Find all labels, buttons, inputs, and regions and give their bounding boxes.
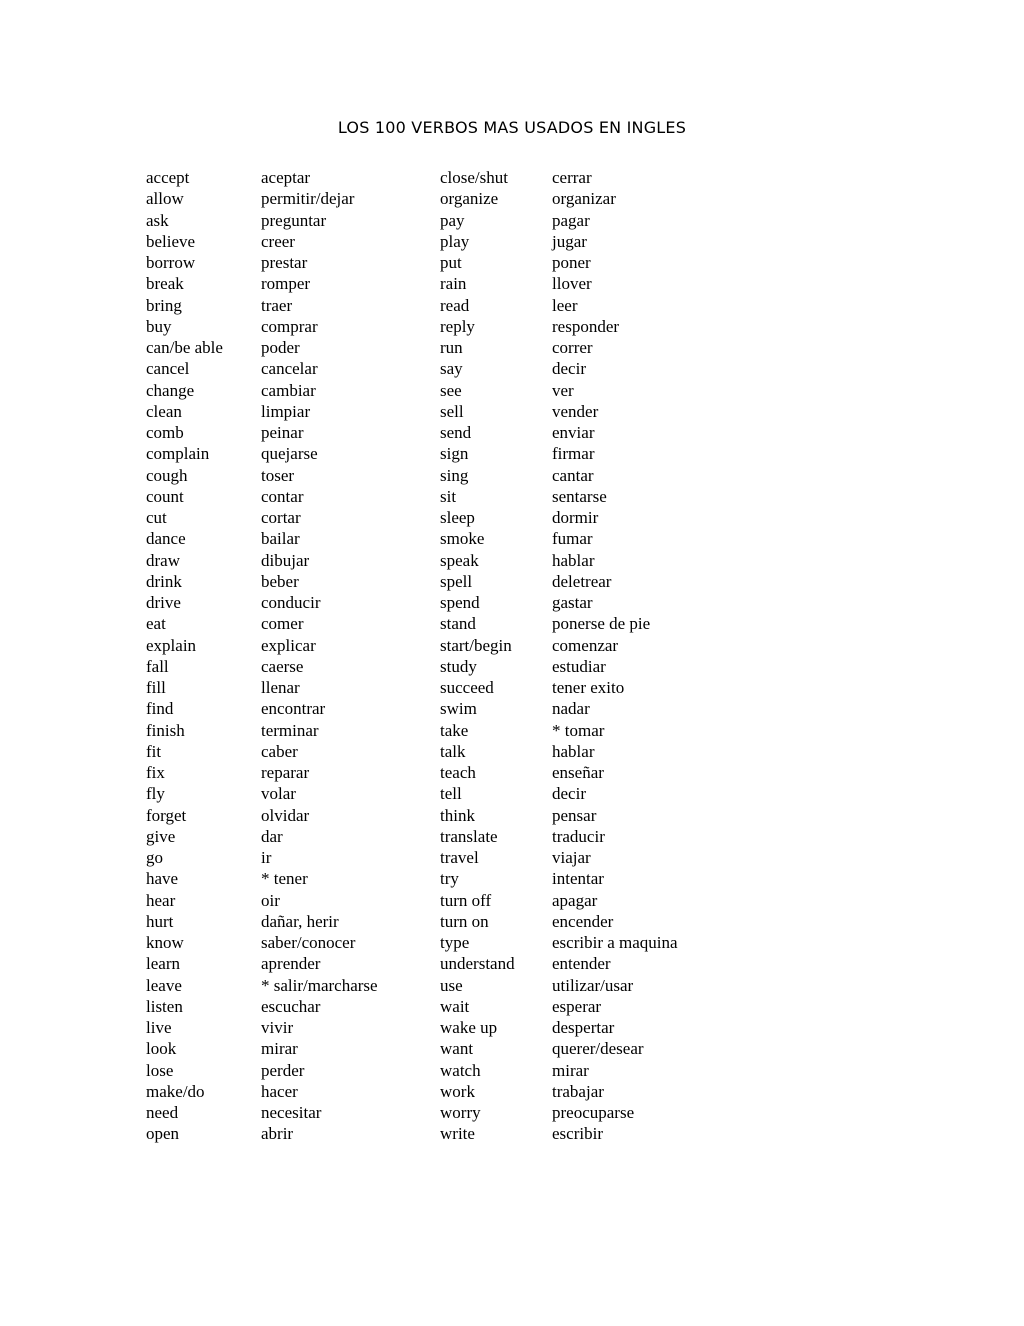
english-verb-cell: finish [146,720,185,740]
spanish-translation-cell: preocuparse [552,1103,635,1122]
spanish-translation-cell: aprender [261,954,321,974]
spanish-translation-cell: tener exito [552,678,625,697]
english-verb-cell: wake up [440,1018,498,1037]
english-verb-cell: watch [440,1060,481,1080]
table-row [146,592,732,613]
spanish-translation-cell: dibujar [261,550,310,570]
spanish-translation-cell: deletrear [552,571,612,591]
spanish-translation-cell: contar [261,486,304,506]
spanish-translation-cell: terminar [261,720,319,740]
table-row [146,677,732,698]
english-verb-cell: sleep [440,508,475,527]
english-verb-cell: put [440,253,462,272]
english-verb-cell: hurt [146,911,174,931]
spanish-translation-cell: cantar [552,465,594,485]
english-verb-cell: smoke [440,529,485,549]
table-row [146,465,732,486]
english-verb-cell: buy [146,316,172,336]
table-row [146,252,732,273]
table-row [146,210,732,231]
spanish-translation-cell: reparar [261,763,310,782]
english-verb-cell: drink [146,571,182,591]
english-verb-cell: sign [440,444,469,464]
english-verb-cell: send [440,423,472,442]
spanish-translation-cell: traducir [552,826,605,846]
spanish-translation-cell: escuchar [261,996,321,1016]
table-row [146,826,732,847]
spanish-translation-cell: enseñar [552,763,604,782]
english-verb-cell: type [440,933,470,952]
english-verb-cell: try [440,869,459,889]
english-verb-cell: study [440,656,477,676]
spanish-translation-cell: pensar [552,805,597,825]
english-verb-cell: eat [146,614,166,634]
table-row [146,507,732,528]
spanish-translation-cell: comenzar [552,635,619,655]
spanish-translation-cell: ir [261,848,272,867]
english-verb-cell: live [146,1018,172,1037]
table-row [146,847,732,868]
english-verb-cell: see [440,380,462,400]
spanish-translation-cell: peinar [261,423,304,442]
english-verb-cell: use [440,975,463,995]
spanish-translation-cell: estudiar [552,656,606,676]
spanish-translation-cell: preguntar [261,210,327,230]
table-row [146,635,732,656]
english-verb-cell: fill [146,678,166,697]
table-row [146,762,732,783]
table-row [146,380,732,401]
spanish-translation-cell: poder [261,338,300,357]
spanish-translation-cell: abrir [261,1124,294,1144]
spanish-translation-cell: cancelar [261,359,318,379]
spanish-translation-cell: firmar [552,444,595,464]
spanish-translation-cell: creer [261,231,295,251]
spanish-translation-cell: dañar, herir [261,911,339,931]
table-row [146,316,732,337]
table-row [146,1123,732,1144]
spanish-translation-cell: despertar [552,1018,615,1037]
english-verb-cell: clean [146,401,182,421]
english-verb-cell: worry [440,1103,481,1122]
spanish-translation-cell: comer [261,614,304,634]
spanish-translation-cell: limpiar [261,401,311,421]
spanish-translation-cell: ver [552,380,574,400]
table-row [146,805,732,826]
spanish-translation-cell: permitir/dejar [261,189,355,209]
spanish-translation-cell: dormir [552,508,599,527]
english-verb-cell: cancel [146,359,190,379]
table-row [146,1038,732,1059]
spanish-translation-cell: entender [552,954,611,974]
english-verb-cell: draw [146,550,180,570]
english-verb-cell: think [440,805,475,825]
table-row [146,550,732,571]
table-row [146,1017,732,1038]
table-row [146,911,732,932]
english-verb-cell: organize [440,189,499,209]
english-verb-cell: reply [440,316,475,336]
english-verb-cell: close/shut [440,168,508,187]
verb-table-body [146,167,732,1145]
spanish-translation-cell: oir [261,890,280,910]
spanish-translation-cell: decir [552,359,586,379]
english-verb-cell: take [440,720,469,740]
table-row [146,188,732,209]
table-row [146,868,732,889]
spanish-translation-cell: llover [552,274,592,294]
table-row [146,401,732,422]
english-verb-cell: want [440,1039,474,1059]
english-verb-cell: talk [440,741,466,761]
english-verb-cell: fall [146,656,169,676]
spanish-translation-cell: decir [552,784,586,804]
table-row [146,953,732,974]
table-row [146,231,732,252]
english-verb-cell: swim [440,699,477,719]
spanish-translation-cell: poner [552,253,591,272]
table-row [146,613,732,634]
english-verb-cell: cough [146,465,188,485]
spanish-translation-cell: jugar [552,231,587,251]
english-verb-cell: spend [440,593,480,612]
table-row [146,443,732,464]
table-row [146,975,732,996]
english-verb-cell: turn off [440,890,492,910]
spanish-translation-cell: * salir/marcharse [261,975,378,995]
spanish-translation-cell: cerrar [552,168,592,187]
spanish-translation-cell: comprar [261,316,318,336]
english-verb-cell: accept [146,168,190,187]
table-row [146,337,732,358]
spanish-translation-cell: necesitar [261,1103,322,1122]
spanish-translation-cell: esperar [552,996,602,1016]
spanish-translation-cell: dar [261,826,283,846]
spanish-translation-cell: volar [261,784,296,804]
table-row [146,1060,732,1081]
spanish-translation-cell: aceptar [261,168,311,187]
spanish-translation-cell: gastar [552,593,593,612]
table-row [146,1102,732,1123]
table-row [146,486,732,507]
english-verb-cell: listen [146,996,183,1016]
english-verb-cell: stand [440,614,476,634]
spanish-translation-cell: apagar [552,890,598,910]
spanish-translation-cell: perder [261,1060,305,1080]
english-verb-cell: read [440,295,470,315]
table-row [146,295,732,316]
table-row [146,996,732,1017]
spanish-translation-cell: toser [261,465,295,485]
english-verb-cell: explain [146,635,197,655]
spanish-translation-cell: enviar [552,423,595,442]
spanish-translation-cell: * tomar [552,720,605,740]
english-verb-cell: count [146,486,184,506]
english-verb-cell: pay [440,210,465,230]
spanish-translation-cell: cambiar [261,380,316,400]
spanish-translation-cell: cortar [261,508,301,527]
table-row [146,656,732,677]
english-verb-cell: dance [146,529,186,549]
english-verb-cell: spell [440,571,473,591]
english-verb-cell: ask [146,210,169,230]
english-verb-cell: understand [440,954,515,974]
english-verb-cell: comb [146,423,184,442]
english-verb-cell: sing [440,465,469,485]
spanish-translation-cell: encontrar [261,699,326,719]
english-verb-cell: sell [440,401,464,421]
english-verb-cell: leave [146,975,182,995]
spanish-translation-cell: querer/desear [552,1039,644,1059]
spanish-translation-cell: vender [552,401,599,421]
english-verb-cell: run [440,338,463,357]
english-verb-cell: borrow [146,253,196,272]
spanish-translation-cell: saber/conocer [261,933,356,952]
spanish-translation-cell: traer [261,295,293,315]
english-verb-cell: rain [440,274,467,294]
table-row [146,698,732,719]
spanish-translation-cell: intentar [552,869,604,889]
table-row [146,273,732,294]
english-verb-cell: say [440,359,463,379]
spanish-translation-cell: bailar [261,529,300,549]
english-verb-cell: speak [440,550,479,570]
spanish-translation-cell: beber [261,571,299,591]
english-verb-cell: travel [440,848,479,867]
spanish-translation-cell: trabajar [552,1081,604,1101]
table-row [146,528,732,549]
spanish-translation-cell: fumar [552,529,593,549]
spanish-translation-cell: correr [552,338,593,357]
table-row [146,783,732,804]
spanish-translation-cell: pagar [552,210,590,230]
spanish-translation-cell: organizar [552,189,616,209]
english-verb-cell: hear [146,890,176,910]
spanish-translation-cell: nadar [552,699,590,719]
english-verb-cell: can/be able [146,338,223,357]
spanish-translation-cell: hablar [552,741,595,761]
english-verb-cell: fly [146,784,165,804]
english-verb-cell: fix [146,763,165,782]
english-verb-cell: start/begin [440,635,512,655]
english-verb-cell: allow [146,189,184,209]
spanish-translation-cell: escribir [552,1124,603,1144]
spanish-translation-cell: romper [261,274,311,294]
english-verb-cell: turn on [440,911,489,931]
english-verb-cell: look [146,1039,177,1059]
spanish-translation-cell: caber [261,741,298,761]
english-verb-cell: learn [146,954,180,974]
english-verb-cell: have [146,869,179,889]
english-verb-cell: write [440,1124,475,1144]
english-verb-cell: succeed [440,678,494,697]
table-row [146,1081,732,1102]
english-verb-cell: lose [146,1060,174,1080]
english-verb-cell: bring [146,295,182,315]
spanish-translation-cell: conducir [261,593,321,612]
english-verb-cell: change [146,380,195,400]
english-verb-cell: cut [146,508,167,527]
table-row [146,741,732,762]
table-row [146,932,732,953]
table-row [146,167,732,188]
english-verb-cell: fit [146,741,162,761]
english-verb-cell: forget [146,805,187,825]
spanish-translation-cell: encender [552,911,614,931]
english-verb-cell: believe [146,231,196,251]
spanish-translation-cell: hablar [552,550,595,570]
spanish-translation-cell: vivir [261,1018,294,1037]
english-verb-cell: drive [146,593,181,612]
english-verb-cell: need [146,1103,179,1122]
spanish-translation-cell: * tener [261,869,308,889]
spanish-translation-cell: viajar [552,848,591,867]
english-verb-cell: open [146,1124,180,1144]
english-verb-cell: teach [440,763,476,782]
english-verb-cell: wait [440,996,470,1016]
english-verb-cell: know [146,933,184,952]
spanish-translation-cell: explicar [261,635,316,655]
spanish-translation-cell: responder [552,316,620,336]
table-row [146,422,732,443]
spanish-translation-cell: hacer [261,1081,298,1101]
table-row [146,890,732,911]
spanish-translation-cell: ponerse de pie [552,614,651,634]
table-row [146,720,732,741]
english-verb-cell: go [146,848,163,867]
page-title: LOS 100 VERBOS MAS USADOS EN INGLES [337,118,687,137]
english-verb-cell: make/do [146,1081,205,1101]
english-verb-cell: complain [146,444,210,464]
spanish-translation-cell: mirar [261,1039,298,1059]
spanish-translation-cell: olvidar [261,805,310,825]
english-verb-cell: translate [440,826,498,846]
english-verb-cell: play [440,231,470,251]
spanish-translation-cell: leer [552,295,578,315]
spanish-translation-cell: llenar [261,678,300,697]
spanish-translation-cell: sentarse [552,486,607,506]
spanish-translation-cell: quejarse [261,444,318,464]
english-verb-cell: tell [440,784,462,804]
english-verb-cell: break [146,274,184,294]
spanish-translation-cell: caerse [261,656,304,676]
english-verb-cell: sit [440,486,457,506]
table-row [146,571,732,592]
verb-table [146,167,732,1145]
spanish-translation-cell: escribir a maquina [552,933,678,952]
spanish-translation-cell: mirar [552,1060,589,1080]
english-verb-cell: work [440,1081,475,1101]
english-verb-cell: find [146,699,174,719]
table-row [146,358,732,379]
english-verb-cell: give [146,826,176,846]
spanish-translation-cell: utilizar/usar [552,975,634,995]
spanish-translation-cell: prestar [261,253,308,272]
